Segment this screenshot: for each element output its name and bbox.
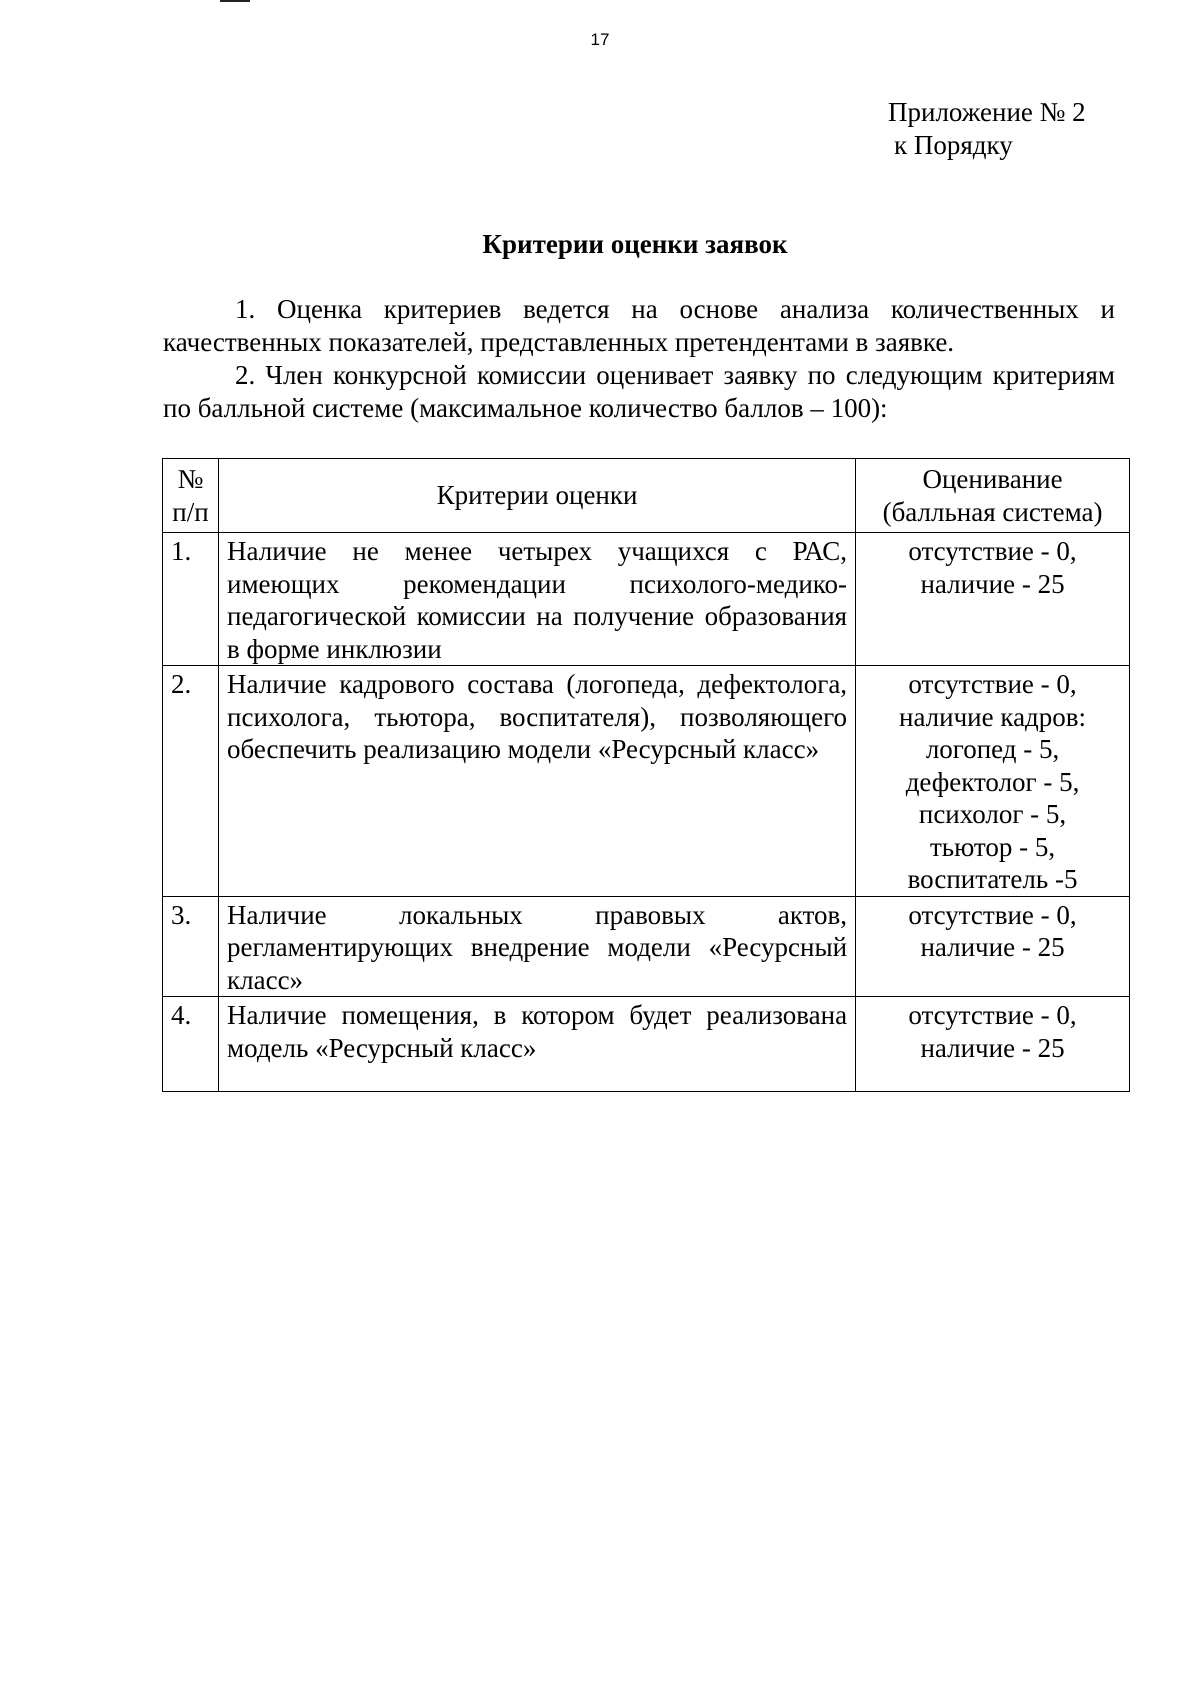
row-criterion: Наличие помещения, в котором будет реализована модель «Ресурсный класс» <box>219 997 856 1092</box>
scan-mark <box>220 0 250 2</box>
row-score <box>856 896 1130 997</box>
header-criteria: Критерии оценки <box>219 459 856 533</box>
row-score <box>856 997 1130 1092</box>
row-criterion: Наличие кадрового состава (логопеда, дефектолога, психолога, тьютора, воспитателя), позволяющего обеспечить реализацию модели «Ресурсный класс» <box>219 666 856 897</box>
row-number: 1. <box>163 533 219 666</box>
table-row <box>163 896 1130 997</box>
paragraph-1: 1. Оценка критериев ведется на основе анализа количественных и качественных показателей, представленных претендентами в заявке. <box>163 294 1115 357</box>
score-line: наличие - 25 <box>920 568 1065 599</box>
table-row <box>163 997 1130 1092</box>
score-line: отсутствие - 0, <box>908 669 1077 699</box>
score-line: воспитатель -5 <box>907 864 1078 894</box>
score-line: тьютор - 5, <box>929 831 1056 862</box>
row-score <box>856 533 1130 666</box>
appendix-line-2: к Порядку <box>894 130 1013 160</box>
header-score <box>856 459 1130 533</box>
score-line: логопед - 5, <box>925 734 1060 764</box>
score-line: отсутствие - 0, <box>908 1000 1077 1030</box>
appendix-note <box>888 96 1086 162</box>
score-line: психолог - 5, <box>918 799 1067 829</box>
page-number: 17 <box>590 30 610 49</box>
score-line: отсутствие - 0, <box>908 536 1077 566</box>
header-number-line-2: п/п <box>172 496 209 527</box>
row-criterion: Наличие не менее четырех учащихся с РАС, имеющих рекомендации психолого-медико-педагогической комиссии на получение образования в форме инклюзии <box>219 533 856 666</box>
header-score-line-2: (балльная система) <box>882 496 1103 527</box>
paragraph-2: 2. Член конкурсной комиссии оценивает заявку по следующим критериям по балльной системе (максимальное количество баллов – 100): <box>163 360 1115 423</box>
intro-paragraphs <box>163 293 1115 425</box>
table-row <box>163 666 1130 897</box>
score-line: наличие - 25 <box>920 1032 1065 1063</box>
document-title: Критерии оценки заявок <box>482 229 788 259</box>
score-line: наличие кадров: <box>899 701 1087 732</box>
row-criterion: Наличие локальных правовых актов, регламентирующих внедрение модели «Ресурсный класс» <box>219 896 856 997</box>
row-number: 4. <box>163 997 219 1092</box>
header-score-line-1: Оценивание <box>922 464 1063 494</box>
row-number: 3. <box>163 896 219 997</box>
score-line: отсутствие - 0, <box>908 899 1077 930</box>
row-number: 2. <box>163 666 219 897</box>
header-number <box>163 459 219 533</box>
row-score <box>856 666 1130 897</box>
header-number-line-1: № <box>177 464 204 494</box>
score-line: дефектолог - 5, <box>905 766 1080 797</box>
score-line: наличие - 25 <box>920 932 1065 962</box>
criteria-table <box>162 458 1130 1092</box>
table-row <box>163 533 1130 666</box>
table-header-row <box>163 459 1130 533</box>
appendix-line-1: Приложение № 2 <box>888 97 1086 127</box>
